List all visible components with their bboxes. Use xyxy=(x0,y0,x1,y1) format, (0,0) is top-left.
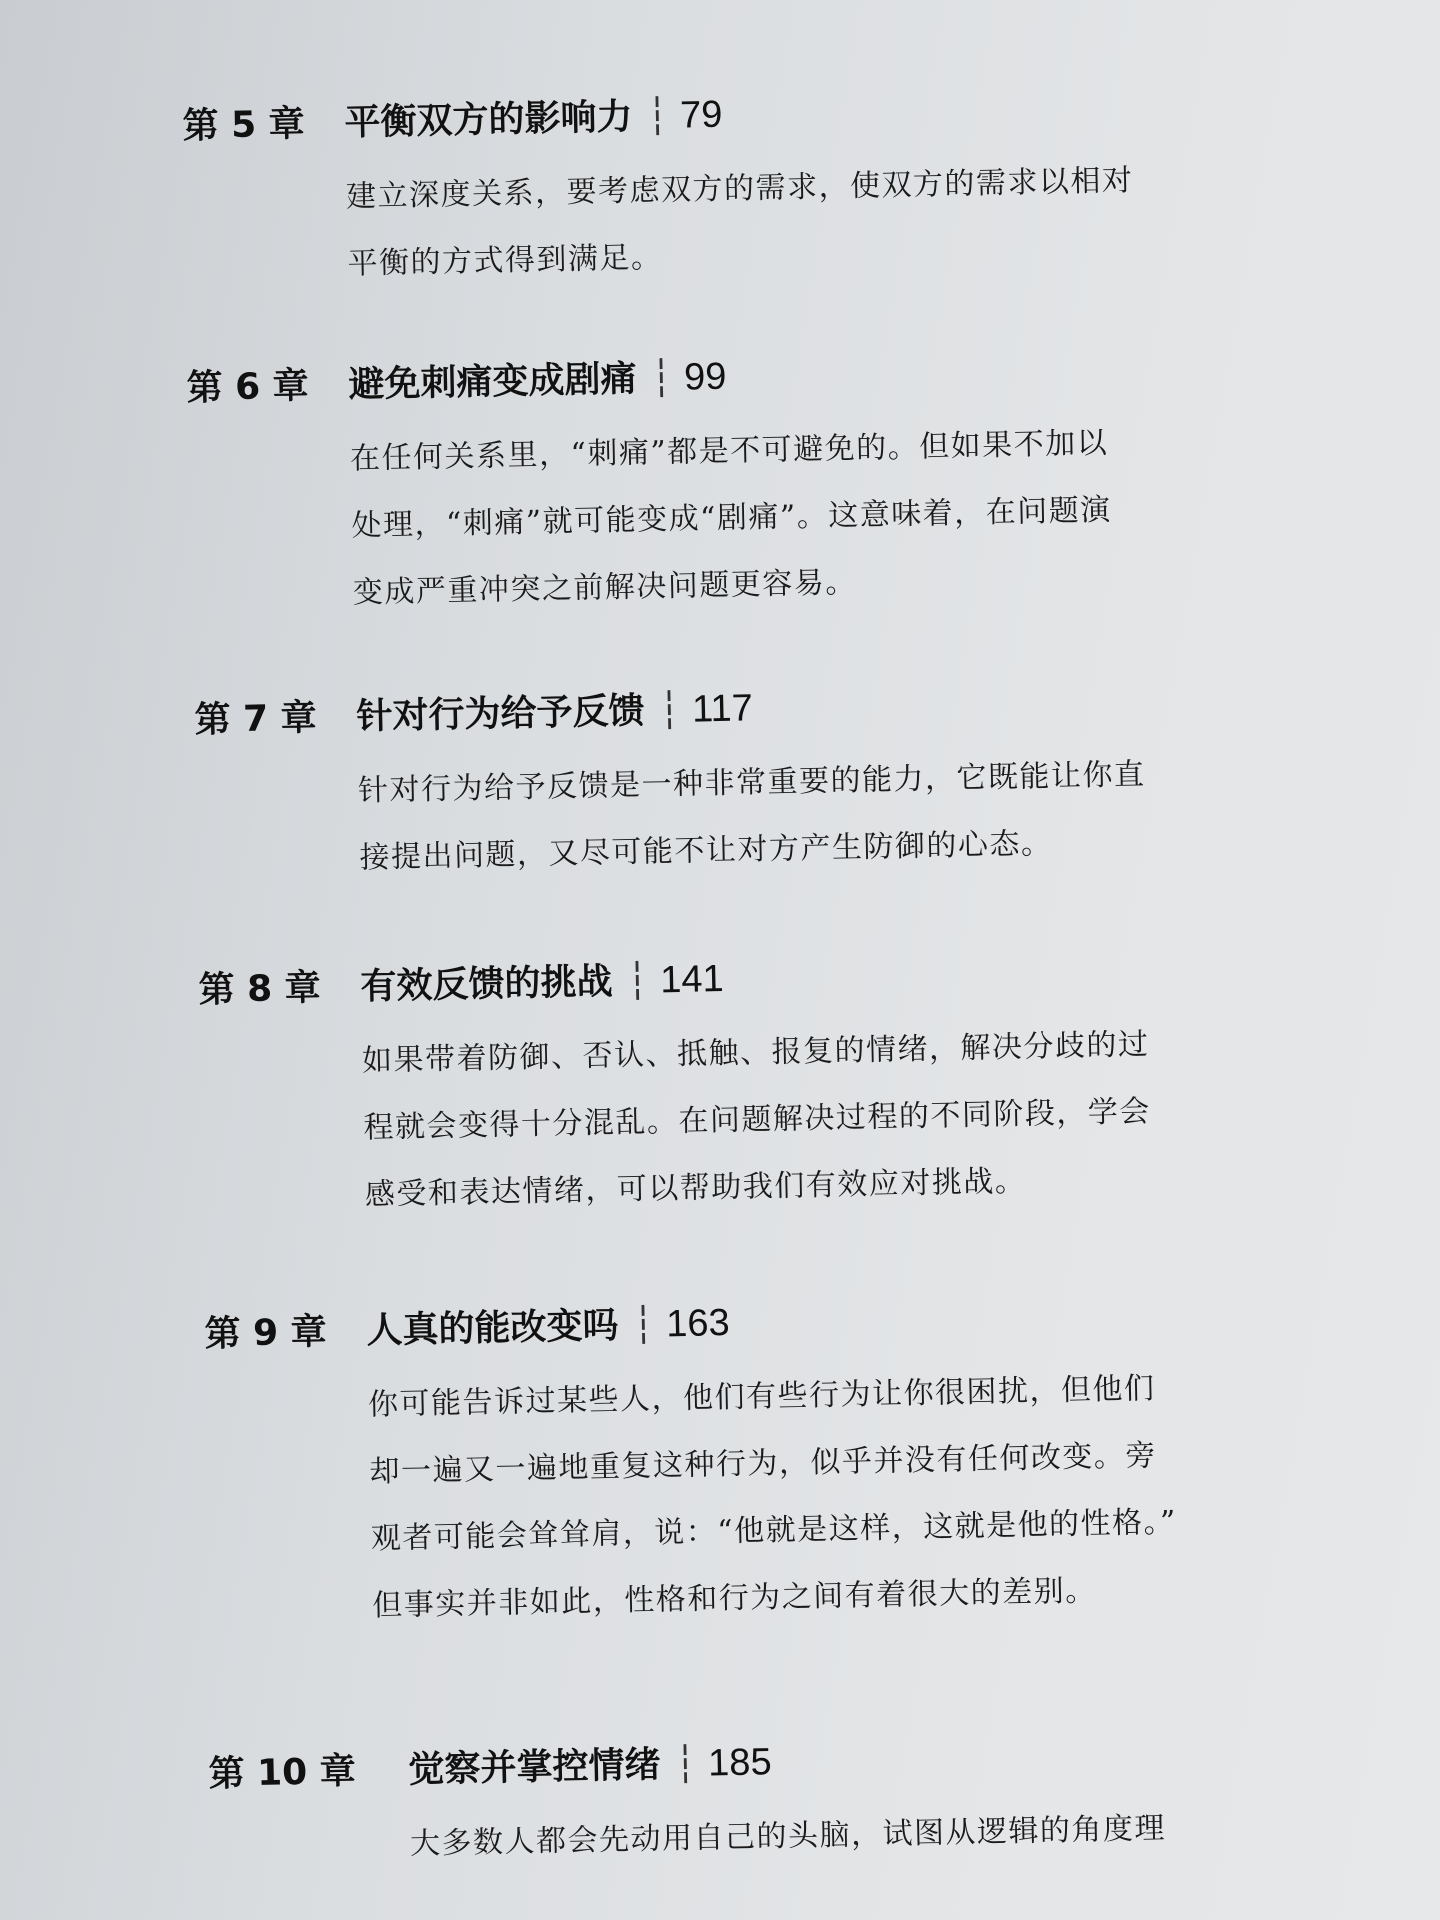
chapter-summary xyxy=(349,410,1113,627)
chapter-number: 第 6 章 xyxy=(186,365,310,409)
chapter-summary xyxy=(361,1011,1153,1228)
chapter-number: 第 7 章 xyxy=(194,697,318,741)
chapter-summary xyxy=(345,147,1135,297)
chapter-7 xyxy=(194,672,1148,895)
separator: ┆ xyxy=(674,1743,695,1786)
summary-line: 建立深度关系，要考虑双方的需求，使双方的需求以相对 xyxy=(345,163,1134,215)
chapter-number: 第 5 章 xyxy=(182,103,306,147)
chapter-summary xyxy=(357,741,1147,891)
summary-line: 程就会变得十分混乱。在问题解决过程的不同阶段，学会 xyxy=(363,1094,1152,1146)
chapter-heading xyxy=(198,942,1148,1013)
chapter-8 xyxy=(198,942,1153,1232)
chapter-number: 第 8 章 xyxy=(198,967,322,1011)
chapter-heading xyxy=(194,672,1144,743)
summary-line: 观者可能会耸耸肩，说：“他就是这样，这就是他的性格。” xyxy=(370,1504,1178,1557)
chapter-title: 有效反馈的挑战 xyxy=(360,961,613,1008)
chapter-number: 第 9 章 xyxy=(204,1311,328,1355)
chapter-heading xyxy=(208,1726,1165,1797)
page-number: 141 xyxy=(659,958,725,1002)
chapter-title: 觉察并掌控情绪 xyxy=(408,1744,661,1791)
chapter-title: 平衡双方的影响力 xyxy=(344,96,633,144)
summary-line: 但事实并非如此，性格和行为之间有着很大的差别。 xyxy=(371,1573,1098,1624)
summary-line: 大多数人都会先动用自己的头脑，试图从逻辑的角度理 xyxy=(409,1810,1167,1862)
chapter-10 xyxy=(208,1726,1167,1882)
summary-line: 感受和表达情绪，可以帮助我们有效应对挑战。 xyxy=(364,1163,1027,1213)
chapter-6 xyxy=(186,341,1114,630)
chapter-summary xyxy=(367,1355,1179,1640)
page-number: 99 xyxy=(683,355,727,399)
page-number: 163 xyxy=(665,1302,731,1346)
summary-line: 如果带着防御、否认、抵触、报复的情绪，解决分歧的过 xyxy=(361,1027,1150,1079)
page-number: 117 xyxy=(691,687,754,731)
separator: ┆ xyxy=(646,95,667,138)
chapter-heading xyxy=(186,341,1109,411)
summary-line: 平衡的方式得到满足。 xyxy=(347,239,663,282)
summary-line: 在任何关系里，“刺痛”都是不可避免的。但如果不加以 xyxy=(349,425,1109,477)
chapter-title: 人真的能改变吗 xyxy=(366,1305,619,1352)
chapter-number: 第 10 章 xyxy=(208,1750,357,1795)
chapter-9 xyxy=(204,1286,1179,1643)
summary-line: 却一遍又一遍地重复这种行为，似乎并没有任何改变。旁 xyxy=(369,1438,1158,1490)
summary-line: 接提出问题，又尽可能不让对方产生防御的心态。 xyxy=(359,826,1053,876)
separator: ┆ xyxy=(658,689,679,732)
chapter-heading xyxy=(182,78,1132,149)
summary-line: 你可能告诉过某些人，他们有些行为让你很困扰，但他们 xyxy=(367,1371,1156,1423)
separator: ┆ xyxy=(626,960,647,1003)
chapter-heading xyxy=(204,1286,1173,1357)
page-number: 185 xyxy=(707,1741,773,1785)
summary-line: 针对行为给予反馈是一种非常重要的能力，它既能让你直 xyxy=(357,757,1146,809)
chapter-5 xyxy=(182,78,1136,301)
chapter-summary xyxy=(409,1795,1166,1878)
chapter-title: 避免刺痛变成剧痛 xyxy=(348,358,637,406)
chapter-title: 针对行为给予反馈 xyxy=(356,690,645,738)
separator: ┆ xyxy=(632,1304,653,1347)
separator: ┆ xyxy=(650,357,671,400)
summary-line: 处理，“刺痛”就可能变成“剧痛”。这意味着，在问题演 xyxy=(351,492,1113,544)
page-number: 79 xyxy=(679,93,723,137)
summary-line: 变成严重冲突之前解决问题更容易。 xyxy=(352,565,858,611)
